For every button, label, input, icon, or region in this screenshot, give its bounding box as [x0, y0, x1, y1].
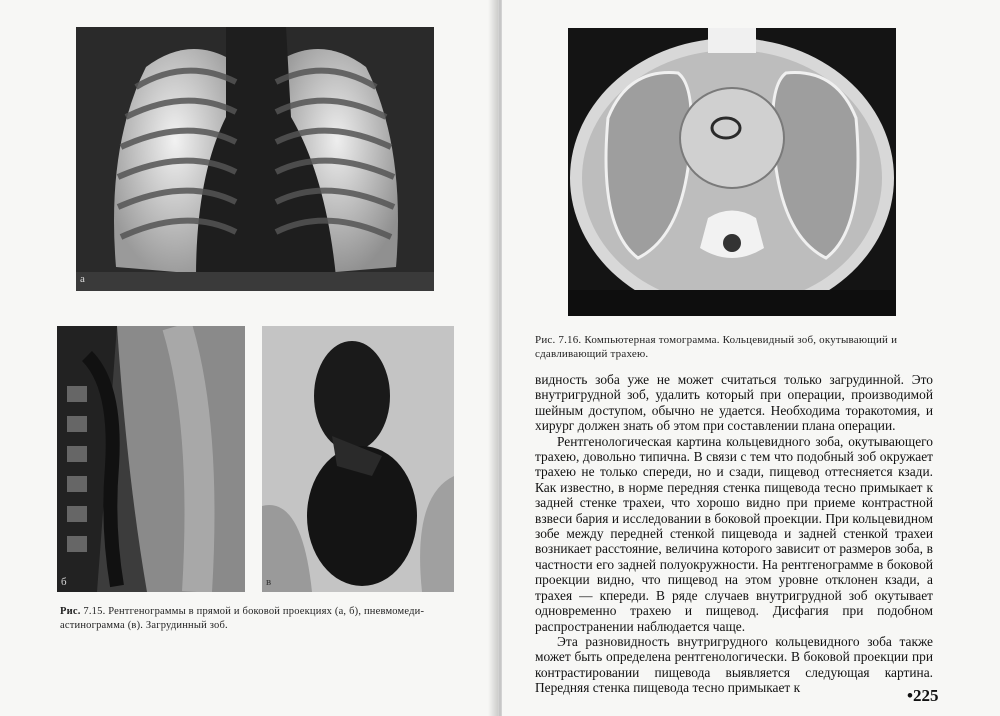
- figure-7-15-a-chest-xray: [76, 27, 434, 291]
- figure-letter-c: в: [266, 576, 272, 588]
- paragraph-1: видность зоба уже не может считаться только загрудинной. Это внутригрудной зоб, удалить который при операции, производимой шейным доступом, обычно не удается. Необходима торакотомия, и хирург должен знать об этом при составлении плана операции.: [535, 372, 933, 434]
- figure-7-16-ct-scan: [568, 28, 896, 316]
- caption-prefix: Рис.: [60, 606, 81, 617]
- caption-line-2: астинограмма (в). Загрудинный зоб.: [60, 620, 228, 631]
- paragraph-2: Рентгенологическая картина кольцевидного зоба, окутывающего трахею, довольно типична. В связи с тем что подобный зоб окружает трахею не только спереди, но и сзади, пищевод оттесняется кзади. Как известно, в норме передняя стенка пищевода тесно примыкает к задней стенке трахеи, что хорошо видно при приеме контрастной взвеси бария и исследовании в боковой проекции. При кольцевидном зобе между передней стенкой пищевода и задней стенкой трахеи возникает расстояние, величина которого зависит от размеров зоба, в частности его задней полуокружности. На рентгенограмме в боковой проекции видно, что пищевод на этом уровне отклонен кзади, а трахея — кпереди. В ряде случаев внутригрудной зоб окутывает одновременно трахею и пищевод. Дисфагия при подобном распространении наблюдается чаще.: [535, 433, 933, 634]
- pneumomediastinogram-image: [262, 326, 454, 592]
- ct-caption-line-1: Рис. 7.16. Компьютерная томограмма. Кольцевидный зоб, окутывающий и: [535, 334, 898, 346]
- lateral-xray-image: [57, 326, 245, 592]
- chest-xray-image: [76, 27, 434, 291]
- page-number: •225: [907, 686, 939, 705]
- figure-7-15-caption: [60, 605, 460, 633]
- main-text-column: [535, 372, 933, 696]
- figure-7-15-b-lateral-xray: [57, 326, 245, 592]
- left-page: [0, 0, 498, 716]
- ct-caption-line-2: сдавливающий трахею.: [535, 348, 649, 360]
- figure-7-16-caption: [535, 333, 935, 361]
- ct-scan-image: [568, 28, 896, 316]
- paragraph-3: Эта разновидность внутригрудного кольцевидного зоба также может быть определена рентгенологически. В боковой проекции при контрастировании пищевода выявляется следующая картина. Передняя стенка пищевода тесно примыкает к: [535, 633, 933, 696]
- caption-line-1: 7.15. Рентгенограммы в прямой и боковой проекциях (а, б), пневмомеди-: [83, 606, 425, 617]
- figure-letter-a: а: [80, 273, 85, 285]
- figure-letter-b: б: [61, 576, 67, 588]
- figure-7-15-c-pneumomediastinogram: [262, 326, 454, 592]
